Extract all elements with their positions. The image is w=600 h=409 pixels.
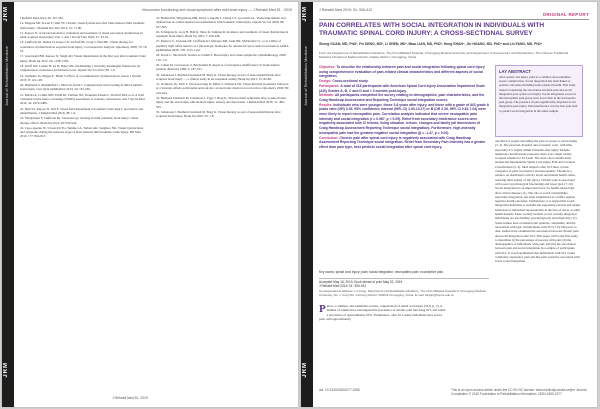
journal-abbrev: JRM xyxy=(3,6,9,22)
abstract-methods: All participants completed the survey relating to demographics, pain characteristics, and the Craig Handicap Assessment and Reporting Technique social integration scores. xyxy=(319,93,485,102)
abstract-objective-label: Objective: xyxy=(319,65,336,69)
reference-item: 25. Brahm KD, Wilgenburg HM, Kirby J, Ingalla S, Chang CY, Goodrich GL. Visual impairment and dysfunction in combat-injured servicemembers with traumatic brain injury. Optom Vis Sci 2009; 86: 817-825. xyxy=(156,16,286,29)
abstract xyxy=(319,65,489,265)
keywords: Key words: spinal cord injury; pain; social integration; neuropathic pain; nociceptive pain. xyxy=(319,270,444,274)
body-column-right: one-third of people describing the pain as severe or excruciating (3, 4). The personal, hospital, and economic costs, with time, especially if it begins within 6 months after injury. Despite numerous classifications proposed, there is no single widely accepted scheme for SCI pain. The most cited classification include the International Spinal Cord Injury Pain and Cardarea Classification (5, 6). Most subjects after SCI show 2 basic categories of pain: nociceptive and neuropathic. Therefore a reliance on individual's activity levels and mental health status, reducing their quality of life (QoL). Chronic pain is associated with poorer psychological functioning and lower QoL (7-10). Social integration is an important factor for health-related QoL after critical disease (11). The role of social relationships, especially integration, has been emphasized as a buffer against negative health outcomes. Furthermore, it is argued that social integration maintains or sustains the supporting persons and adapts behaviour of individual representation in the face of stress or other health hazards. More socially isolated or less socially integrated individuals are less healthy, psychologically and physically (11). Some studies have evaluated pain patterns, complaints, and the association with QoL in individuals with SCI (7-9). However, to date, studies have examined the association between chronic pain and social integration after SCI. This paper will be the first study to determine (i) the percentage of persons with pain; (ii) the demographics of individuals with pain; and (iii) the association between pain and social integration in a sample of participants with SCI. It was hypothesized that individuals with SCI would commonly experience pain and that pain would be associated with lower social integration. xyxy=(495,139,581,264)
introduction-body: ain is a common, and sometimes serious, complication of spinal cord injury (SCI) (1, 2). A number of studies have investigated the prevalence of chronic pain following SCI, and found a prevalence of approximately 60%. Furthermore, after SCI, many individuals have severe pain, with approximately xyxy=(319,304,446,321)
journal-full-name: Journal of Rehabilitation Medicine xyxy=(303,46,308,107)
reference-item: 23. Thiagarajan P, Ciuffreda KJ. Versional eye tracking in mild traumatic brain injury: vision therapy effects. Brain Inj 2014; 28: 930-943. xyxy=(20,116,139,125)
reference-item: 28. Kwan C, Sherwin R, Davies A, Parikh S. Head injury and visual symptoms. Ophthalmology 2009; 116: 1-9. xyxy=(156,53,287,62)
introduction-text xyxy=(319,304,447,382)
drop-cap: P xyxy=(319,304,326,315)
right-page xyxy=(301,2,597,407)
abstract-participants-label: Participants: xyxy=(319,83,340,88)
reference-item: 30. Johansson J, Berthold Lindstedt M, Borg K. Vision therapy as part of neurorehabilitation after acquired brain injury — a clinical study in an outpatient setting. Brain Inj 2021; 35: 82-89. xyxy=(156,72,281,81)
reference-item: 33. Johansson J, Berthold Lindstedt M, Borg K. Vision therapy as part of neurorehabilitation after acquired brain injury. Brain Inj 2020; 34: 1-8. xyxy=(156,109,281,119)
reference-item: 21. Mucha A, Collins MW, Elbin RJ, Furman JM, Troutman-Enseki C, DeWolf RM, et al. A brief vestibular/ocular motor screening (VOMS) assessment to evaluate concussions. Am J Sports Med 2014; 42: 2479-2486. xyxy=(20,92,145,106)
abstract-conclusion: Chronic pain after spinal cord injury is negatively associated with Craig Handicap Assessment Reporting Technique social integration. Relief from Secondary Pain Intensity has a greater effect than pain type, best predicts social integration after spinal cord injury. xyxy=(319,135,486,149)
divider xyxy=(319,278,489,279)
reference-item: 15. Kapoor N. A forward model for evaluation and treatment of visual perceptual dysfunction in adult acquired brain injury. Part 1. Am J Occup Ther 2003; 47: 43-54. xyxy=(20,30,143,40)
reference-item: 14. Magone MT, Kwon E, Shin SY. Chronic visual dysfunction after blast-induced mild traumatic brain injury. J Rehabil Res Dev 2014; 51: 71-80. xyxy=(20,21,145,30)
article-type-label: ORIGINAL REPORT xyxy=(542,12,589,17)
running-head: Visuomotor functioning and visual symptoms after mild brain injury — J Rehabil Med 51 · 2019 xyxy=(141,8,292,12)
references-column-2 xyxy=(156,16,290,396)
accepted-date: Accepted May 16, 2019; Epub ahead of print May 22, 2019 xyxy=(319,280,403,284)
reference-item: 32. Berthold Lindstedt M, Johansson J, Ygge J, Borg K. Vision-related symptoms after acquired brain injury and the association with mental fatigue, anxiety and depression. J Rehabil Med 2019; 51: 499-505. xyxy=(156,96,286,109)
correspondence: Correspondence address: Lin Fang, Department of Rehabilitation Medicine, The First Affiliated Hospital of Chongqing Medical University, No. 1 Youyi Rd, Yuzhong District, 400016 Chongqing, China. E-mail: fanglin@cqmu.edu.cn xyxy=(319,289,486,297)
references-column-1 xyxy=(20,16,148,396)
doi: doi: 10.2340/16501977-2596 xyxy=(319,388,360,392)
reference-item: 27. Master CL, Podolak OE, Ciuffreda KJ, Metzger KB, Joshi NR, McDonald CC, et al. Utility of pupillary light reflex metrics as a physiologic biomarker for adolescent sport-related concussion. JAMA Ophthalmol 2020; 138: 1135-1141. xyxy=(156,39,289,53)
page-footer: J Rehabil Med 51, 2019 xyxy=(112,396,148,400)
journal-full-name: Journal of Rehabilitation Medicine xyxy=(4,46,9,107)
reference-item: 22. Shin SS, Kapoor N, Peli E. Visual field impairment in traumatic brain injury: prevalence and rehabilitation. J Rehabil Med 2016; 48: 1-9. xyxy=(20,106,144,115)
abstract-design-label: Design: xyxy=(319,79,332,84)
abstract-participants: A total of 318 participants with American Spinal Cord Injury Association Impairment Scale (AIS) Grades A, B, C and D and > 3 months post-injury. xyxy=(319,83,485,93)
abstract-results-label: Results: xyxy=(319,102,333,107)
journal-side-tab xyxy=(2,2,14,407)
left-page xyxy=(2,2,298,407)
lay-abstract-box xyxy=(495,65,583,137)
reference-item: 29. Cohen M, Groswasser Z, Barchadski R, Appel A. Convergence insufficiency in brain-injured patients. Brain Inj 1989; 3: 187-191. xyxy=(156,62,280,72)
journal-side-tab xyxy=(301,2,313,407)
reference-item: 17. Greenwald BD, Kapoor N, Singh AD. Visual impairments in the first year after traumatic brain injury. Brain Inj 2012; 26: 1338-1359. xyxy=(20,54,146,63)
reference-item: 26. Schlageter K, Gray B, Hall K, Shaw R, Sammet R. Incidence and treatment of visual dysfunction in traumatic brain injury. Brain Inj 1993; 7: 439-448. xyxy=(156,29,289,39)
reference-item: 20. Heitmann S, Brahmbhatt C, Dinca R, Kohn J. Computerized vision testing in mild traumatic brain injury. Curr Opin Ophthalmol 2013; 24: 181-186. xyxy=(20,83,143,92)
reference-item: 31. Stelmack JA, Frith T, Van Koevering D, Rinne S, Stelmack TR. Visual function in patients followed at a Veterans Affairs polytrauma network site: an electronic medical record review. Optometry 2009; 80: 419-424. xyxy=(156,82,290,95)
citation: J Rehabil Med 2019; 51: 906-912 xyxy=(319,284,367,288)
header-rule xyxy=(319,19,589,20)
abstract-methods-label: Methods: xyxy=(319,93,335,98)
reference-item: 18. Wolff AW, Ladner H, Lu B, Haug WR. Establishing a clinically meaningful framework for computerized oculomotor performance tests. Optom Vis Sci 2012; 89: 1-9. xyxy=(20,63,141,73)
license-note: This is an open access article under the CC BY-NC license. www.medicaljournals.se/jrm Journal Compilation © 2019 Foundation of Rehabilitation Information. ISSN 1650-1977 xyxy=(451,388,587,396)
journal-abbrev: JRM xyxy=(302,6,308,22)
lay-abstract-text: After spinal cord injury, pain is a common and sometimes severe complication. Social integration has been linked to positive outcomes including better physical health. This study aimed at exploring the association between pain and social integration post spinal cord injury. Social integration scores in the neuropathic pain group were lower than in the nociceptive pain group. The presence of pain significantly impaired social integration post-injury. Pain interference was the best pain item to predict social integration in the entire sample. xyxy=(499,75,578,113)
abstract-conclusion-label: Conclusion: xyxy=(319,135,339,140)
affiliations: From the Department of Rehabilitation Medicine, The First Affiliated Hospital, Chongqing Medical University and Department of Acupuncture and Moxibustion, The Chinese Traditional Medicine Hospital of Dadian District, Dadian District, Chongqing, China xyxy=(319,51,569,59)
abstract-design: Cross-sectional study. xyxy=(332,79,369,84)
article-title: PAIN CORRELATES WITH SOCIAL INTEGRATION IN INDIVIDUALS WITH TRAUMATIC SPINAL CORD INJURY: A CROSS-SECTIONAL SURVEY xyxy=(319,22,545,37)
reference-item: 19. Vallhakis JG, Blagaz E, Hsieh S. Effect of accommodative dysfunctions in vision. J Optom 2015; 8: 121-128. xyxy=(20,73,141,82)
abstract-objective: To describe the relationship between pain and social integration following spinal cord injury using comprehensive evaluation of pain-related clinical characteristics and different aspects of social integration. xyxy=(319,65,485,79)
reference-item: J Rehabil Med 2014; 46: 327-332. xyxy=(20,16,64,20)
journal-abbrev-bottom: JRM xyxy=(302,362,308,378)
running-head: J Rehabil Med 2019; 51: 906-912 xyxy=(319,8,373,12)
reference-item: 16. Ciuffreda KJ, Rutner D, Kapoor N, Suchoff IB, Craig S, Han ME. Vision therapy for oculomotor dysfunctions in acquired brain injury: a retrospective analysis. Optometry 2008; 79: 18-22. xyxy=(20,40,148,54)
author-list: Sheng GUAN, MD, PhD¹, Fei DENG, MD², Li SHEN, MD³, Miao LIAN, MD, PhD¹, Heng SHAN⁴, Jin HUANG, MD, PhD¹ and Lin FANG, MD, PhD⁵ xyxy=(319,42,543,46)
abstract-results: Individuals who were younger, those 3-6 years after injury, and those with a grade of AIS grade A (odds ratio (OR) 0.35, 95% confidence interval (95% CI) 1.93-13.27) or B (OR 2.26, 95% CI 0.81-7.04) were more likely to report neuropathic pain. Correlation analysis indicated that severe neuropathic pain intensity and social integration (r = 0.987, p < 0.05). Relief from secondary intolerance scores were negatively associated with CI friends, living situation, leisure, changes and family (all dimensions of Craig Handicap Assessment Reporting Technique social integration). Furthermore, high-intensity neuropathic pain had the greatest negative social integration (β = -1.47, p = 0.02). xyxy=(319,102,489,135)
lay-abstract-title: LAY ABSTRACT xyxy=(499,69,531,74)
reference-item: 24. Capo-Aponte JE, Urosevich TG, Temme LA, Tarbett AK, Sanghera NK. Visual dysfunctions and symptoms during the subacute stage of blast-induced mild traumatic brain injury. Mil Med 2012; 177: 804-813. xyxy=(20,125,144,139)
journal-abbrev-bottom: JRM xyxy=(3,362,9,378)
